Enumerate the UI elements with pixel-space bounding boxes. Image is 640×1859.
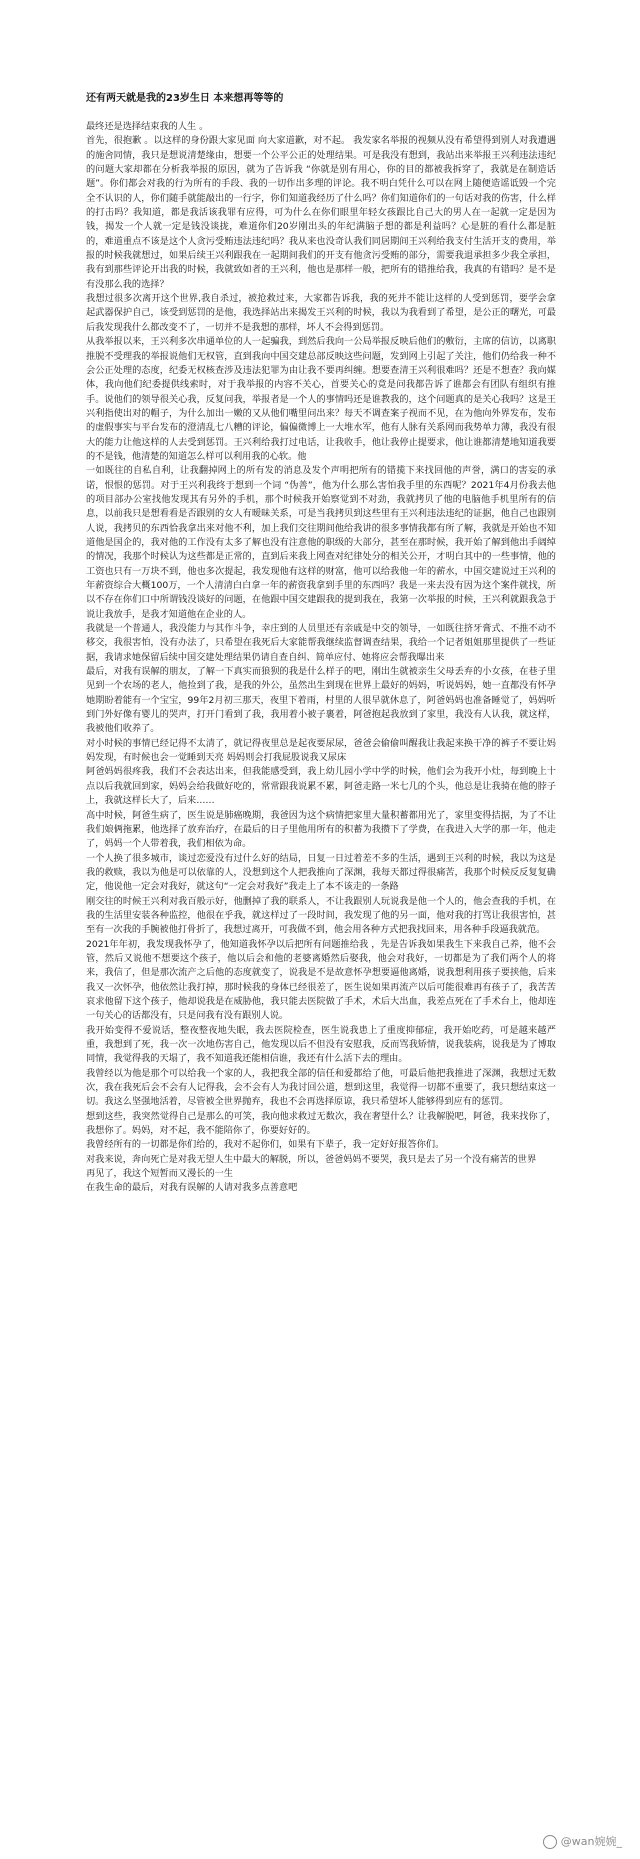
letter-paragraph: 我曾经所有的一切都是你们给的，我对不起你们，如果有下辈子，我一定好好报答你们。 [86, 1139, 445, 1151]
letter-paragraph: 我想过很多次离开这个世界,我自杀过，被抢救过来，大家都告诉我，我的死并不能让这样的人受到惩罚，要学会拿起武器保护自己，该受到惩罚的是他，我选择站出来揭发王兴利的时候，我以为我看到了希望，是公正的曙光，可最后我发现我什么都改变不了，一切并不是我想的那样，坏人不会得到惩罚。 [86, 293, 556, 333]
letter-paragraph: 最后，对我有误解的朋友，了解一下真实而狼狈的我是什么样子的吧，刚出生就被亲生父母丢弃的小女孩，在巷子里见到一个农场的老人，他捡到了我，是我的外公，虽然出生到现在世界上最好的妈妈，听说妈妈，她一直都没有怀孕她期盼着能有一个宝宝，99年2月初三那天，夜里下着雨，村里的人很早就休息了，阿爸妈妈也准备睡觉了，妈妈听到门外好像有婴儿的哭声，打开门看到了我，我用着小被子裹着，阿爸抱起我放到了家里，我没有人认我，就这样，我被他们收养了。 [86, 666, 556, 735]
letter-paragraph: 2021年年初，我发现我怀孕了，他知道我怀孕以后把所有问题推给我 ，先是告诉我如果我生下来我自己养，他不会管，然后又说他不想要这个孩子，他以后会和他的老婆离婚然后娶我，他会对我好，一切都是为了我们两个人的将来，我信了，但是那次流产之后他的态度就变了，说我是不是故意怀孕想要逼他离婚，说我想利用孩子要挟他，后来我又一次怀孕，他依然让我打掉，那时候我的身体已经很差了，医生说如果再流产以后可能很难再有孩子了，我苦苦哀求他留下这个孩子，他却说我是在威胁他，我只能去医院做了手术，术后大出血，我差点死在了手术台上，他却连一句关心的话都没有，只是问我有没有跟别人说。 [86, 938, 556, 1022]
watermark-text: @wan婉婉_ [560, 1835, 622, 1848]
letter-paragraph: 一个人换了很多城市，谈过恋爱没有过什么好的结局，日复一日过着差不多的生活，遇到王兴利的时候，我以为这是我的救赎，我以为他是可以依靠的人，没想到这个人把我推向了深渊，我每天都过得很痛苦，我那个时候反反复复确定，他说他一定会对我好，就这句“一定会对我好”我走上了本不该走的一条路 [86, 852, 556, 893]
letter-paragraph: 高中时候，阿爸生病了，医生说是肺癌晚期，我爸因为这个病情把家里大量积蓄都用光了，家里变得拮据，为了不让我们娘俩拖累，他选择了放弃治疗，在最后的日子里他用所有的积蓄为我攒下了学费，在我进入大学的那一年，他走了，妈妈一个人带着我，我们相依为命。 [86, 809, 556, 850]
letter-paragraph: 我开始变得不爱说话，整夜整夜地失眠，我去医院检查，医生说我患上了重度抑郁症，我开始吃药，可是越来越严重，我想到了死，我一次一次地伤害自己，他发现以后不但没有安慰我，反而骂我矫情，说我装病，说我是为了博取同情，我觉得我的天塌了，我不知道我还能相信谁，我还有什么活下去的理由。 [86, 1024, 556, 1065]
letter-paragraph: 最终还是选择结束我的人生 。 [86, 121, 209, 132]
letter-paragraph: 首先，很抱歉 。以这样的身份跟大家见面 向大家道歉，对不起。 我发家名举报的视频从没有希望得到别人对我遭遇的施舍同情，我只是想说清楚缘由，想要一个公平公正的处理结果。可是我没有想到，我站出来举报王兴利违法违纪的问题大家却都在分析我举报的原因，就为了告诉我 “你就是别有用心，你的目的都被我拆穿了，我就是在制造话题”。你们都会对我的行为所有的手段、我的一切作出多理的评论。我不明白凭什么可以在网上随便造谣诋毁一个完全不认识的人，你们随手就能敲出的一行字，你们知道我经历了什么吗？你们知道你们的一句话对我的伤害，什么样的打击吗？我知道，都是我活该我罪有应得，可为什么在你们眼里年轻女孩跟比自己大的男人在一起就一定是因为钱，揭发一个人就一定是钱没谈拢，难道你们20岁刚出头的年纪满脑子想的都是利益吗？心是脏的看什么都是脏的，难道重点不该是这个人贪污受贿违法违纪吗？我从来也没奇认我们同居期间王兴利给我支付生活开支的费用，举报的时候我就想过，如果后续王兴利跟我在一起期间我们的开支有他贪污受贿的部分，需要我退承担多少我全承担，我有到那些评论开出我的时候，我就致如者的王兴利，他也是那样一般，把所有的错推给我，我真的有错吗？是不是有没那么我的选择？ [86, 135, 556, 290]
letter-paragraph: 我就是一个普通人，我没能力与其作斗争，幸庄到的人员里还有亲戚是中交的领导，一如既往挤牙膏式、不推不动不移交，我很害怕，没有办法了，只希望在我死后大家能帮我继续监督调查结果，我给一个记者姐姐那里提供了一些证据，我请求她保留后续中国交建处理结果仍请自查自纠、简单应付、她将应会帮我曝出来 [86, 623, 556, 663]
letter-paragraph: 从我举报以来，王兴利多次串通单位的人一起骗我，到然后我向一公局举报反映后他们的敷衍，主席的信访，以离职推脱不受理我的举报说他们无权管，直到我向中国交建总部反映这些问题，发到网上引起了关注，他们仍给我一种不会公正处理的态度，纪委无权核查涉及违法犯罪为由让我不要再纠缠。想要查清王兴利很难吗？还是不想查？我向媒体，我向他们纪委提供线索时，对于我举报的内容不关心，首要关心的竟是问我都告诉了谁都会有团队有组织有推手。说他们的领导很关心我，反复问我，举报者是一个人的事情吗还是谁教我的，这个问题真的是关心我吗？这是王兴利指使出对的帽子，为什么加出一嫩的又从他们嘴里问出来？每天不调查案子视而不见，在为他向外界发布，发布的虚假事实与平台发布的澄清乱七八糟的评论，偏偏微博上一大堆水军，他有人脉有关系网而我势单力薄，我没有很大的能力让他这样的人去受到惩罚。王兴利给我打过电话，让我收手，他让我停止提要求，他让谁都清楚地知道我要的不是钱，他清楚的知道怎么样可以利用我的心软。他 [86, 336, 556, 462]
letter-paragraph: 想到这些，我突然觉得自己是那么的可笑，我向他求救过无数次，我在奢望什么？让我解脱吧，阿爸，我来找你了，我想你了。妈妈，对不起，我不能陪你了，你要好好的。 [86, 1110, 556, 1137]
letter-paragraph: 一如既往的自私自利，让我翻掉网上的所有发的消息及发个声明把所有的错揽下来找回他的声誉，满口的害妄的承诺，恨恨的惩罚。对于王兴利我终于想到一个词 “伪善”，他为什么那么害怕我手里的东西呢？2021年4月份我去他的项目部办公室找他发现其有另外的手机，那个时候我开始察觉到不对劲，我就拷贝了他的电脑他手机里所有的信息，以前我只是想看看是否跟别的女人有暧昧关系，可是当我拷贝到这些里有王兴利违法违纪的证据，他自己也跟别人说，我拷贝的东西恰我拿出来对他不利，加上我们交往期间他给我讲的很多事情我都有所了解，我就是开始也不知道他是国企的，我对他的工作没有太多了解也没有注意他的职级的大部分，甚至在那时候，我开始了解到他出手阔绰的情况，我那个时候认为这些都是正常的，直到后来我上网查对纪律处分的相关公开，才明白其中的一些事情，他的工资也只有一万块不到，他也多次提起，我发现他有这样的财富，他可以给我他一年的薪水，中国交建说过王兴利的年薪资综合大概100万，一个人清清白白拿一年的薪资我拿到手里的东西吗？我是一来去没有因为这个案件就找，所以不存在你们口中所谓钱没谈好的问题，在他跟中国交建跟我的提到我在，我第一次举报的时候，王兴利就跟我急于说让我放手，是我才知道他在企业的人。 [86, 465, 556, 620]
letter-header: 还有两天就是我的23岁生日 本来想再等等的 [86, 93, 284, 104]
letter-paragraph: 我曾经以为他是那个可以给我一个家的人，我把我全部的信任和爱都给了他，可最后他把我推进了深渊，我想过无数次，我在我死后会不会有人记得我，会不会有人为我讨回公道，想到这里，我觉得一切都不重要了，我只想结束这一切。我这么坚强地活着，尽管被全世界抛弃，我也不会再选择原谅，我只希望坏人能够得到应有的惩罚。 [86, 1067, 556, 1108]
letter-paragraph: 刚交往的时候王兴利对我百般示好，他删掉了我的联系人，不让我跟别人玩说我是他一个人的，他会查我的手机，在我的生活里安装各种监控，他很在乎我，就这样过了一段时间，我发现了他的另一面，他对我的打骂让我很害怕，甚至有一次我的手腕被他打骨折了，我想过离开，可我做不到，他会用各种方式把我找回来，用各种手段逼我就范。 [86, 895, 556, 936]
letter-paragraph: 阿爸妈妈很疼我，我们不会表达出来，但我能感受到，我上幼儿园小学中学的时候，他们会为我开小灶，每到晚上十点以后我就回到家，妈妈会给我做好吃的，常常跟我说累不累，阿爸走路一米七几的个头，他总是让我骑在他的脖子上，我就这样长大了，后来…… [86, 766, 556, 807]
letter-paragraph: 对小时候的事情已经记得不太清了，就记得夜里总是起夜要尿尿，爸爸会偷偷叫醒我让我起来换干净的裤子不要让妈妈发现，有时候也会一觉睡到天亮 妈妈则会打我屁股说我又尿床 [86, 737, 556, 764]
letter-paragraph: 再见了，我这个短暂而又漫长的一生 [86, 1168, 233, 1180]
letter-paragraph: 在我生命的最后，对我有误解的人请对我多点善意吧 [86, 1182, 298, 1194]
weibo-logo-icon [543, 1835, 557, 1849]
letter-document [86, 92, 556, 1196]
weibo-watermark [543, 1833, 622, 1849]
letter-body [86, 120, 556, 1196]
letter-paragraph: 对我来说，奔向死亡是对我无望人生中最大的解脱，所以，爸爸妈妈不要哭，我只是去了另一个没有痛苦的世界 [86, 1153, 537, 1165]
